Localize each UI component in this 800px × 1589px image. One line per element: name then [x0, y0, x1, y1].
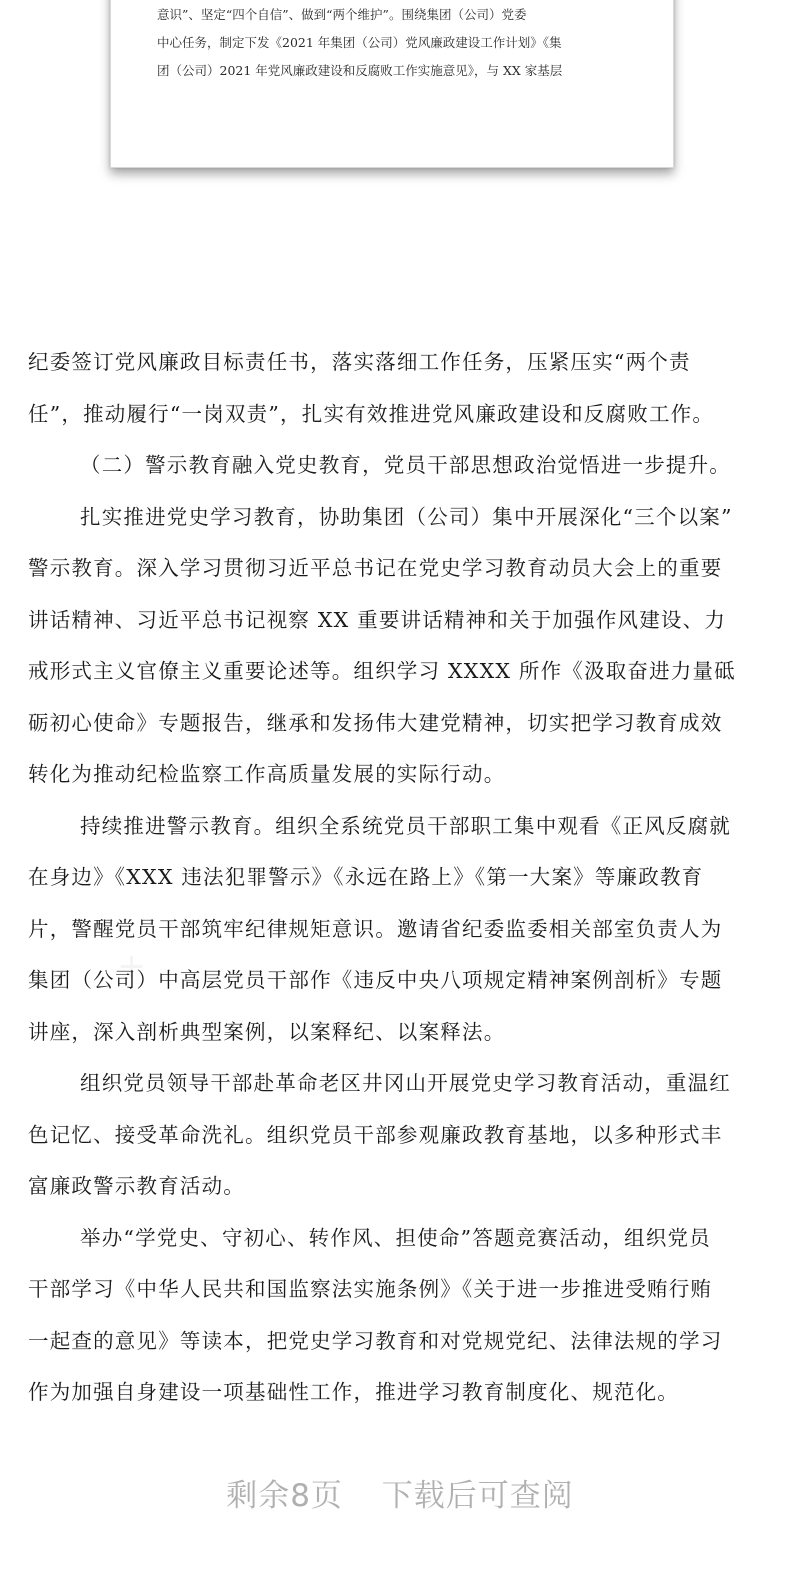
text-line: 持续推进警示教育。组织全系统党员干部职工集中观看《正风反腐就 — [80, 813, 731, 838]
text-line: 干部学习《中华人民共和国监察法实施条例》《关于进一步推进受贿行贿 — [28, 1277, 713, 1301]
paragraph — [28, 1058, 772, 1213]
text-line: 戒形式主义官僚主义重要论述等。组织学习 XXXX 所作《汲取奋进力量砥 — [28, 659, 736, 683]
preview-line: 意识”、坚定“四个自信”、做到“两个维护”。围绕集团（公司）党委 — [157, 7, 527, 22]
preview-line: 团（公司）2021 年党风廉政建设和反腐败工作实施意见》，与 XX 家基层 — [157, 63, 563, 78]
text-line: 组织党员领导干部赴革命老区井冈山开展党史学习教育活动，重温红 — [80, 1071, 731, 1095]
preview-line: 中心任务，制定下发《2021 年集团（公司）党风廉政建设工作计划》《集 — [157, 35, 562, 50]
remaining-pages-label: 剩余8页 — [226, 1478, 343, 1514]
text-line: 扎实推进党史学习教育，协助集团（公司）集中开展深化“三个以案” — [80, 504, 733, 529]
paragraph — [28, 801, 772, 1059]
text-line: 在身边》《XXX 违法犯罪警示》《永远在路上》《第一大案》等廉政教育 — [28, 865, 704, 889]
document-body — [28, 337, 772, 1419]
preview-page-text — [157, 1, 637, 85]
remaining-pages-notice[interactable] — [0, 1470, 800, 1515]
text-line: 任”，推动履行“一岗双责”，扎实有效推进党风廉政建设和反腐败工作。 — [28, 401, 715, 426]
text-line: 转化为推动纪检监察工作高质量发展的实际行动。 — [28, 762, 506, 786]
text-line: 片，警醒党员干部筑牢纪律规矩意识。邀请省纪委监委相关部室负责人为 — [28, 916, 723, 941]
text-line: （二）警示教育融入党史教育，党员干部思想政治觉悟进一步提升。 — [80, 453, 731, 477]
text-line: 一起查的意见》等读本，把党史学习教育和对党规党纪、法律法规的学习 — [28, 1328, 723, 1353]
text-line: 讲话精神、习近平总书记视察 XX 重要讲话精神和关于加强作风建设、力 — [28, 607, 727, 632]
text-line: 富廉政警示教育活动。 — [28, 1174, 245, 1198]
paragraph — [28, 492, 772, 801]
text-line: 砺初心使命》专题报告，继承和发扬伟大建党精神，切实把学习教育成效 — [28, 710, 723, 735]
text-line: 讲座，深入剖析典型案例，以案释纪、以案释法。 — [28, 1019, 506, 1044]
text-line: 纪委签订党风廉政目标责任书，落实落细工作任务，压紧压实“两个责 — [28, 350, 691, 374]
paragraph — [28, 337, 772, 440]
paragraph — [28, 1213, 772, 1419]
download-hint-label: 下载后可查阅 — [381, 1478, 574, 1514]
text-line: 作为加强自身建设一项基础性工作，推进学习教育制度化、规范化。 — [28, 1380, 679, 1404]
text-line: 色记忆、接受革命洗礼。组织党员干部参观廉政教育基地，以多种形式丰 — [28, 1122, 723, 1147]
text-line: 举办“学党史、守初心、转作风、担使命”答题竞赛活动，组织党员 — [80, 1225, 711, 1250]
section-heading — [28, 440, 772, 492]
text-line: 集团（公司）中高层党员干部作《违反中央八项规定精神案例剖析》专题 — [28, 968, 723, 992]
text-line: 警示教育。深入学习贯彻习近平总书记在党史学习教育动员大会上的重要 — [28, 556, 723, 580]
preview-page-card — [110, 0, 674, 168]
